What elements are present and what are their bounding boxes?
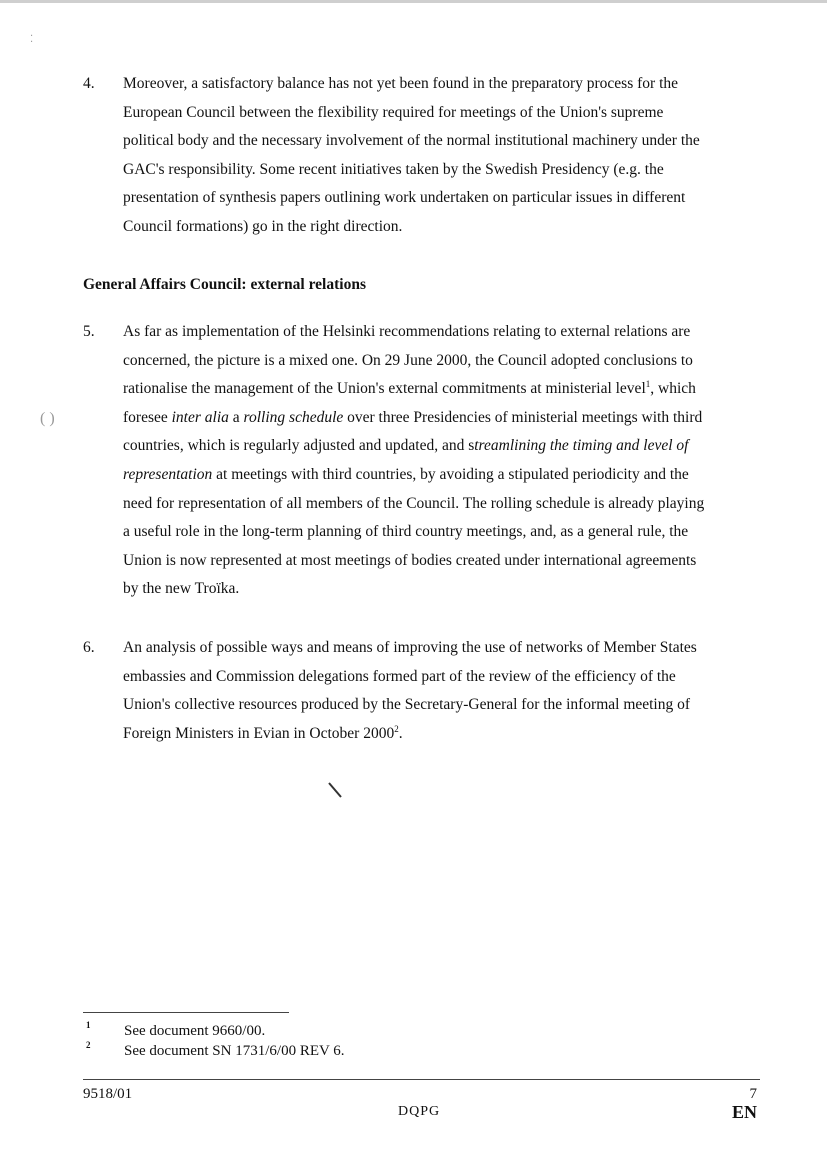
paragraph-text — [123, 70, 763, 242]
punch-hole-mark: ( ) — [40, 410, 55, 427]
italic-term: representation — [123, 465, 213, 483]
text-line: a useful role in the long-term planning of third country meetings, and, as a general rule, the — [123, 523, 689, 541]
paragraph-number: 6. — [83, 639, 95, 656]
text-line: Union's collective resources produced by the Secretary-General for the informal meeting of — [123, 696, 691, 714]
text-run: . — [398, 724, 403, 742]
department-code: DQPG — [398, 1104, 441, 1119]
paragraph-text — [123, 634, 763, 748]
text-line — [123, 404, 763, 433]
text-line: Council formations) go in the right direction. — [123, 217, 403, 235]
document-reference: 9518/01 — [83, 1086, 133, 1102]
footnote-mark: 1 — [86, 1020, 91, 1030]
text-run: rationalise the management of the Union's external commitments at ministerial level — [123, 380, 646, 398]
stray-pen-mark — [328, 782, 342, 798]
text-run: , which — [650, 380, 696, 398]
text-run: over three Presidencies of ministerial meetings with third — [343, 408, 703, 426]
text-line: by the new Troïka. — [123, 580, 240, 598]
text-line: concerned, the picture is a mixed one. On 29 June 2000, the Council adopted conclusions to — [123, 351, 693, 369]
footnote-mark: 2 — [86, 1040, 91, 1050]
text-run: foresee — [123, 408, 172, 426]
text-line — [123, 432, 763, 461]
scan-top-edge — [0, 0, 827, 3]
text-run: countries, which is regularly adjusted and updated, and s — [123, 437, 475, 455]
section-heading: General Affairs Council: external relations — [83, 276, 366, 293]
text-line: need for representation of all members of the Council. The rolling schedule is already playing — [123, 494, 705, 512]
text-line: presentation of synthesis papers outlining work undertaken on particular issues in different — [123, 189, 686, 207]
text-line: GAC's responsibility. Some recent initiatives taken by the Swedish Presidency (e.g. the — [123, 160, 664, 178]
footnote-text: See document SN 1731/6/00 REV 6. — [124, 1043, 345, 1059]
text-line: Union is now represented at most meetings of bodies created under international agreements — [123, 551, 697, 569]
paragraph-number: 5. — [83, 323, 95, 340]
footnote-ref: 2 — [394, 723, 399, 734]
text-line — [123, 461, 763, 490]
paragraph-number: 4. — [83, 75, 95, 92]
text-run: a — [228, 408, 244, 426]
footer-rule — [83, 1079, 760, 1080]
text-line: An analysis of possible ways and means of improving the use of networks of Member States — [123, 639, 697, 656]
italic-term: inter alia — [171, 408, 229, 426]
text-run: at meetings with third countries, by avoiding a stipulated periodicity and the — [212, 465, 689, 483]
text-line: political body and the necessary involvement of the normal institutional machinery under the — [123, 132, 700, 150]
text-line: embassies and Commission delegations formed part of the review of the efficiency of the — [123, 667, 676, 685]
footnote-ref: 1 — [645, 379, 651, 390]
paragraph-text — [123, 318, 763, 604]
language-code: EN — [731, 1102, 757, 1122]
footnote-text: See document 9660/00. — [124, 1023, 266, 1039]
text-line — [123, 720, 763, 749]
text-line: Moreover, a satisfactory balance has not yet been found in the preparatory process for the — [123, 75, 679, 92]
footnote-separator — [83, 1012, 289, 1013]
text-line — [123, 375, 763, 404]
page-number: 7 — [749, 1086, 757, 1102]
scan-speck: ⁚ — [30, 34, 34, 45]
italic-term: treamlining the timing and level of — [474, 437, 689, 455]
text-line: European Council between the flexibility required for meetings of the Union's supreme — [123, 103, 664, 121]
text-run: Foreign Ministers in Evian in October 2000 — [123, 724, 395, 742]
text-line: As far as implementation of the Helsinki recommendations relating to external relations are — [123, 323, 691, 340]
italic-term: rolling schedule — [243, 408, 344, 426]
